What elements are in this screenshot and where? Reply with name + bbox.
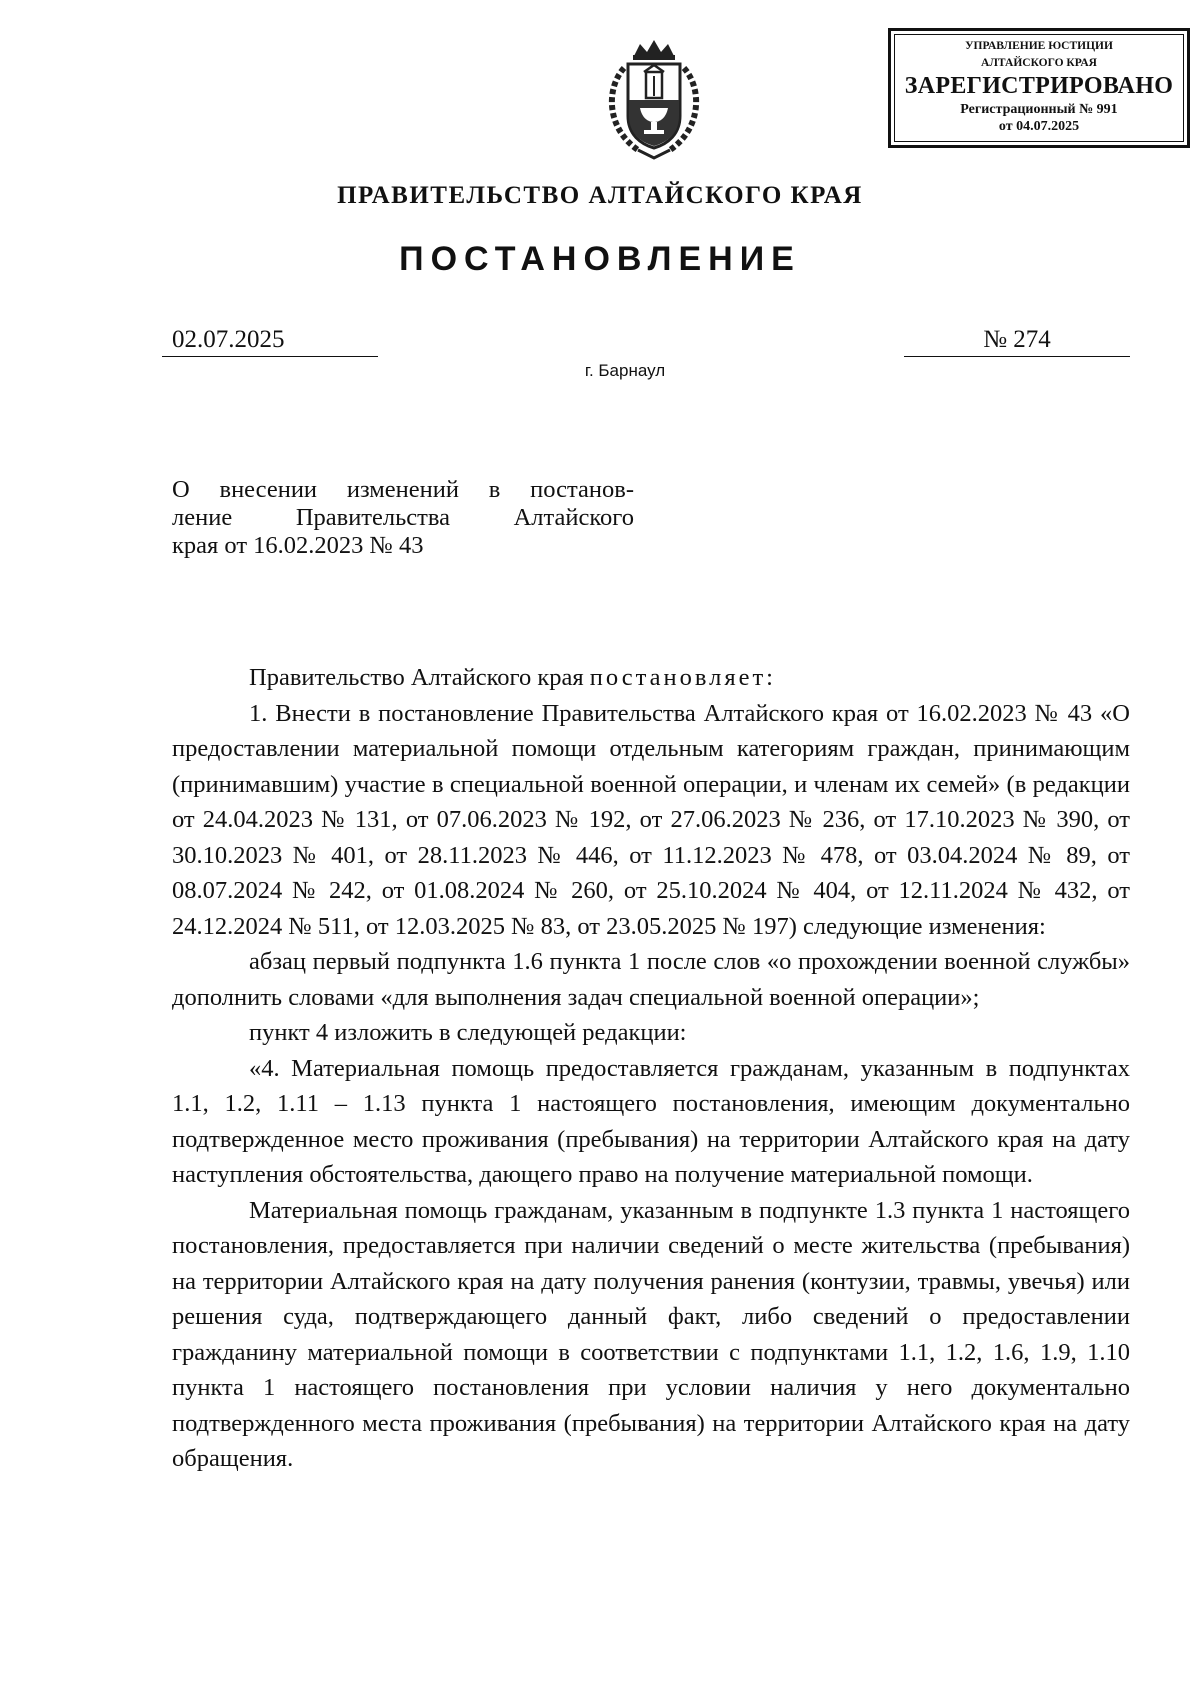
document-subject	[172, 476, 634, 560]
subject-line: О внесении изменений в постанов-	[172, 476, 634, 503]
altai-coat-of-arms-icon	[598, 38, 710, 162]
body-paragraph: 1. Внести в постановление Правительства Алтайского края от 16.02.2023 № 43 «О предоставлении материальной помощи отдельным категориям граждан, принимающим (принимавшим) участие в специальной военной операции, и членам их семей» (в редакции от 24.04.2023 № 131, от 07.06.2023 № 192, от 27.06.2023 № 236, от 17.10.2023 № 390, от 30.10.2023 № 401, от 28.11.2023 № 446, от 11.12.2023 № 478, от 03.04.2024 № 89, от 08.07.2024 № 242, от 01.08.2024 № 260, от 25.10.2024 № 404, от 12.11.2024 № 432, от 24.12.2024 № 511, от 12.03.2025 № 83, от 23.05.2025 № 197) следующие изменения:	[172, 699, 1130, 940]
body-paragraph: абзац первый подпункта 1.6 пункта 1 после слов «о прохождении военной службы» дополнить словами «для выполнения задач специальной военной операции»;	[172, 948, 1130, 1011]
decree-lead: Правительство Алтайского края	[249, 664, 590, 691]
document-date-field	[162, 324, 378, 357]
document-city: г. Барнаул	[584, 361, 666, 380]
stamp-registration-number: Регистрационный № 991	[960, 102, 1118, 117]
subject-line: ление Правительства Алтайского	[172, 504, 634, 531]
government-title: ПРАВИТЕЛЬСТВО АЛТАЙСКОГО КРАЯ	[337, 182, 863, 209]
stamp-status: ЗАРЕГИСТРИРОВАНО	[904, 73, 1174, 99]
decree-verb: постановляет:	[589, 664, 776, 691]
stamp-department-line1: УПРАВЛЕНИЕ ЮСТИЦИИ	[965, 40, 1113, 52]
registration-stamp-inner	[894, 34, 1184, 142]
document-date: 02.07.2025	[172, 326, 285, 353]
document-type-title: ПОСТАНОВЛЕНИЕ	[399, 240, 801, 278]
body-paragraph: Материальная помощь гражданам, указанным в подпункте 1.3 пункта 1 настоящего постановления, предоставляется при наличии сведений о месте жительства (пребывания) на территории Алтайского края на дату получения ранения (контузии, травмы, увечья) или решения суда, подтверждающего данный факт, либо сведений о предоставлении гражданину материальной помощи в соответствии с подпунктами 1.1, 1.2, 1.6, 1.9, 1.10 пункта 1 настоящего постановления при условии наличия у него документально подтвержденного места проживания (пребывания) на территории Алтайского края на дату обращения.	[172, 1196, 1130, 1472]
body-paragraph: пункт 4 изложить в следующей редакции:	[249, 1019, 687, 1046]
stamp-registration-date: от 04.07.2025	[998, 119, 1080, 134]
body-paragraph-decree	[172, 660, 1130, 696]
stamp-department-line2: АЛТАЙСКОГО КРАЯ	[981, 57, 1097, 69]
document-body	[172, 660, 1130, 1477]
subject-line: края от 16.02.2023 № 43	[172, 532, 424, 559]
document-number: № 274	[904, 324, 1130, 357]
body-paragraph: «4. Материальная помощь предоставляется гражданам, указанным в подпунктах 1.1, 1.2, 1.11 – 1.13 пункта 1 настоящего постановления, имеющим документально подтвержденное место проживания (пребывания) на территории Алтайского края на дату наступления обстоятельства, дающего право на получение материальной помощи.	[172, 1054, 1130, 1188]
registration-stamp	[888, 28, 1190, 148]
